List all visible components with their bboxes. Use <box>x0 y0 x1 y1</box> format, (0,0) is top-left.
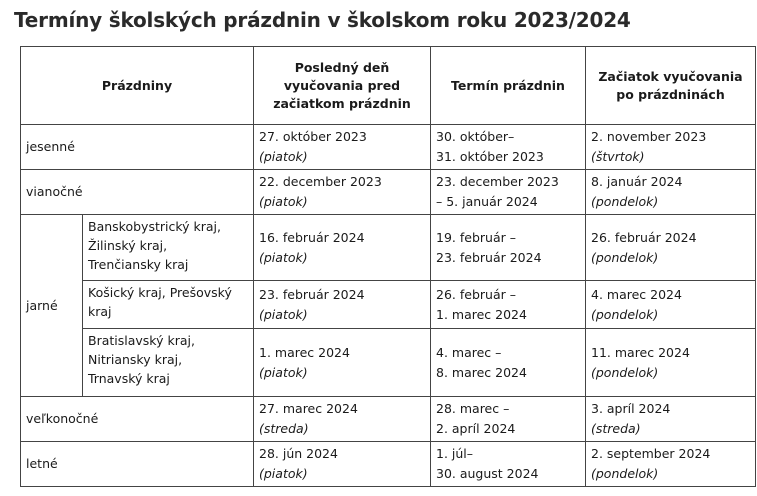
weekday-text: (pondelok) <box>591 194 659 209</box>
weekday-text: (pondelok) <box>591 466 659 481</box>
term-line: 26. február – <box>436 286 516 302</box>
holidays-table <box>20 46 756 487</box>
weekday-text: (pondelok) <box>591 364 659 380</box>
table-row <box>21 397 756 442</box>
holiday-name: letné <box>21 442 254 487</box>
date-text: 8. január 2024 <box>591 174 683 189</box>
start-cell <box>586 442 756 487</box>
table-row <box>21 329 756 397</box>
term-line: 28. marec – <box>436 401 510 416</box>
weekday-text: (piatok) <box>259 149 308 164</box>
region-cell <box>83 215 254 281</box>
date-text: 11. marec 2024 <box>591 344 690 360</box>
header-start: Začiatok vyučovania po prázdninách <box>586 47 756 125</box>
start-cell <box>586 170 756 215</box>
header-term: Termín prázdnin <box>431 47 586 125</box>
date-text: 27. marec 2024 <box>259 401 358 416</box>
region-line: kraj <box>88 304 112 319</box>
term-cell <box>431 281 586 329</box>
weekday-text: (streda) <box>591 421 641 436</box>
holiday-name: veľkonočné <box>21 397 254 442</box>
header-holidays: Prázdniny <box>21 47 254 125</box>
weekday-text: (streda) <box>259 421 309 436</box>
start-cell <box>586 215 756 281</box>
weekday-text: (štvrtok) <box>591 149 645 164</box>
region-line: Nitriansky kraj, <box>88 352 183 367</box>
weekday-text: (pondelok) <box>591 306 659 322</box>
term-line: – 5. január 2024 <box>436 194 538 209</box>
last-day-cell <box>254 215 431 281</box>
term-cell <box>431 125 586 170</box>
weekday-text: (piatok) <box>259 466 308 481</box>
term-line: 8. marec 2024 <box>436 364 527 380</box>
region-line: Trenčiansky kraj <box>88 257 189 272</box>
term-cell <box>431 442 586 487</box>
region-line: Bratislavský kraj, <box>88 333 195 348</box>
table-row <box>21 281 756 329</box>
table-row <box>21 215 756 281</box>
page-title: Termíny školských prázdnin v školskom roku 2023/2024 <box>14 8 631 32</box>
weekday-text: (piatok) <box>259 306 308 322</box>
region-cell <box>83 281 254 329</box>
start-cell <box>586 125 756 170</box>
term-line: 19. február – <box>436 229 516 245</box>
term-line: 30. október– <box>436 129 515 144</box>
term-cell <box>431 170 586 215</box>
last-day-cell <box>254 281 431 329</box>
date-text: 23. február 2024 <box>259 286 365 302</box>
term-cell <box>431 397 586 442</box>
term-line: 23. december 2023 <box>436 174 559 189</box>
term-line: 30. august 2024 <box>436 466 539 481</box>
region-line: Košický kraj, Prešovský <box>88 285 232 300</box>
term-line: 23. február 2024 <box>436 249 542 265</box>
date-text: 26. február 2024 <box>591 229 697 245</box>
table-row <box>21 442 756 487</box>
region-line: Banskobystrický kraj, <box>88 219 221 234</box>
weekday-text: (piatok) <box>259 249 308 265</box>
region-cell <box>83 329 254 397</box>
holiday-name: jarné <box>21 215 83 397</box>
last-day-cell <box>254 329 431 397</box>
date-text: 1. marec 2024 <box>259 344 350 360</box>
weekday-text: (piatok) <box>259 194 308 209</box>
last-day-cell <box>254 397 431 442</box>
start-cell <box>586 329 756 397</box>
date-text: 4. marec 2024 <box>591 286 682 302</box>
date-text: 22. december 2023 <box>259 174 382 189</box>
last-day-cell <box>254 170 431 215</box>
term-line: 1. júl– <box>436 446 474 461</box>
start-cell <box>586 397 756 442</box>
region-line: Trnavský kraj <box>88 371 170 386</box>
table-row <box>21 125 756 170</box>
holiday-name: vianočné <box>21 170 254 215</box>
last-day-cell <box>254 442 431 487</box>
weekday-text: (piatok) <box>259 364 308 380</box>
region-line: Žilinský kraj, <box>88 238 168 253</box>
start-cell <box>586 281 756 329</box>
term-cell <box>431 215 586 281</box>
date-text: 2. november 2023 <box>591 129 707 144</box>
date-text: 16. február 2024 <box>259 229 365 245</box>
date-text: 2. september 2024 <box>591 446 711 461</box>
header-last-day: Posledný deň vyučovania pred začiatkom prázdnin <box>254 47 431 125</box>
date-text: 28. jún 2024 <box>259 446 338 461</box>
holiday-name: jesenné <box>21 125 254 170</box>
last-day-cell <box>254 125 431 170</box>
date-text: 27. október 2023 <box>259 129 367 144</box>
term-line: 31. október 2023 <box>436 149 544 164</box>
term-line: 2. apríl 2024 <box>436 421 516 436</box>
date-text: 3. apríl 2024 <box>591 401 671 416</box>
weekday-text: (pondelok) <box>591 249 659 265</box>
term-line: 4. marec – <box>436 344 502 360</box>
term-line: 1. marec 2024 <box>436 306 527 322</box>
header-row <box>21 47 756 125</box>
table-row <box>21 170 756 215</box>
term-cell <box>431 329 586 397</box>
